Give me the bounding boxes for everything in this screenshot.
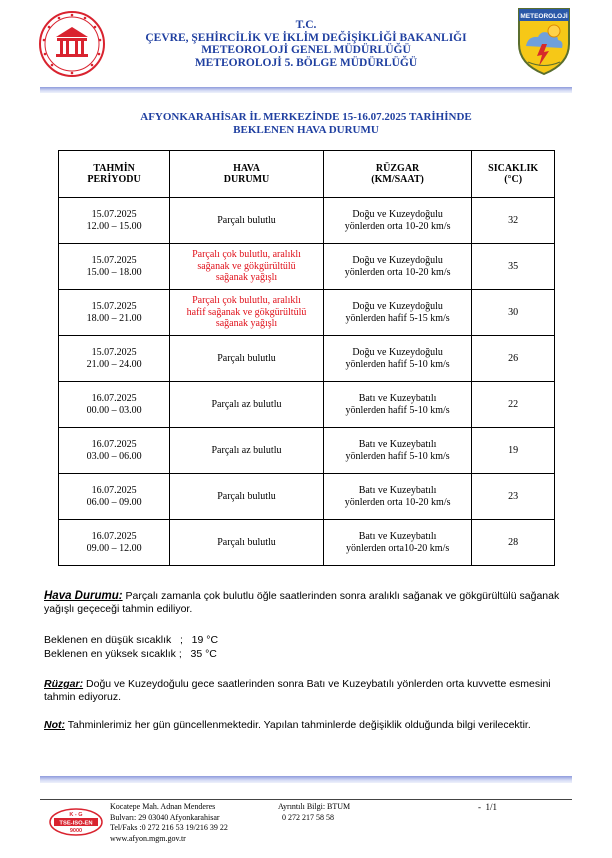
min-temp-line: Beklenen en düşük sıcaklık ; 19 °C [44,634,219,646]
cell-wind: Batı ve Kuzeybatılı yönlerden hafif 5-10 km/s [323,428,471,474]
header-temperature: SICAKLIK (°C) [472,151,555,198]
header-wind: RÜZGAR (KM/SAAT) [323,151,471,198]
cell-temperature: 32 [472,198,555,244]
header-line-4: METEOROLOJİ 5. BÖLGE MÜDÜRLÜĞÜ [194,56,418,69]
weather-summary [44,590,574,615]
header-line-3: METEOROLOJİ GENEL MÜDÜRLÜĞÜ [201,44,411,56]
table-header-row [59,151,555,198]
footer-info [278,802,350,823]
address-line-3: Tel/Faks :0 272 216 53 19/216 39 22 [110,823,228,832]
note-label: Not: [44,719,65,731]
cell-temperature: 26 [472,336,555,382]
cell-weather: Parçalı çok bulutlu, aralıklı sağanak ve gökgürültülü sağanak yağışlı [170,244,324,290]
svg-text:METEOROLOJİ: METEOROLOJİ [520,13,568,20]
footer-address [110,802,228,844]
svg-text:K - G: K - G [69,812,83,818]
cell-weather: Parçalı bulutlu [170,474,324,520]
cell-period: 16.07.2025 03.00 – 06.00 [59,428,170,474]
cell-weather: Parçalı az bulutlu [170,428,324,474]
header-period: TAHMİN PERİYODU [59,151,170,198]
table-row [59,382,555,428]
cell-period: 16.07.2025 00.00 – 03.00 [59,382,170,428]
cell-period: 15.07.2025 18.00 – 21.00 [59,290,170,336]
cell-temperature: 35 [472,244,555,290]
table-row [59,244,555,290]
meteoroloji-logo [516,6,572,76]
cell-weather: Parçalı bulutlu [170,520,324,566]
table-row [59,198,555,244]
cell-weather: Parçalı çok bulutlu, aralıklı hafif sağanak ve gökgürültülü sağanak yağışlı [170,290,324,336]
note-text: Tahminlerimiz her gün güncellenmektedir. Yapılan tahminlerde değişiklik olduğunda bilgi verilecektir. [67,719,531,731]
page-number: - 1/1 [478,802,497,812]
cell-weather: Parçalı bulutlu [170,198,324,244]
forecast-table [58,150,555,566]
cell-period: 15.07.2025 12.00 – 15.00 [59,198,170,244]
address-website: www.afyon.mgm.gov.tr [110,833,186,843]
cell-wind: Batı ve Kuzeybatılı yönlerden orta 10-20 km/s [323,474,471,520]
cell-weather: Parçalı bulutlu [170,336,324,382]
table-row [59,290,555,336]
cell-wind: Doğu ve Kuzeydoğulu yönlerden orta 10-20 km/s [323,198,471,244]
cell-period: 16.07.2025 09.00 – 12.00 [59,520,170,566]
cell-weather: Parçalı az bulutlu [170,382,324,428]
address-line-1: Kocatepe Mah. Adnan Menderes [110,802,216,811]
cell-temperature: 30 [472,290,555,336]
wind-summary [44,678,574,703]
title-line-2: BEKLENEN HAVA DURUMU [233,124,379,136]
address-line-2: Bulvarı: 29 03040 Afyonkarahisar [110,812,220,822]
cell-period: 16.07.2025 06.00 – 09.00 [59,474,170,520]
svg-text:TSE-ISO-EN: TSE-ISO-EN [59,820,93,827]
cell-wind: Batı ve Kuzeybatılı yönlerden hafif 5-10 km/s [323,382,471,428]
header-line-1: T.C. [295,19,317,31]
document-title [90,111,522,137]
ministry-logo [38,10,106,78]
svg-text:9000: 9000 [69,828,83,834]
tse-certification-mark [48,807,104,837]
wind-summary-text: Doğu ve Kuzeydoğulu gece saatlerinden sonra Batı ve Kuzeybatılı yönlerden orta kuvvette esmesini tahmin ediyoruz. [44,678,551,703]
cell-period: 15.07.2025 15.00 – 18.00 [59,244,170,290]
table-row [59,336,555,382]
institution-header [110,19,502,69]
cell-temperature: 22 [472,382,555,428]
cell-period: 15.07.2025 21.00 – 24.00 [59,336,170,382]
cell-wind: Doğu ve Kuzeydoğulu yönlerden orta 10-20 km/s [323,244,471,290]
table-row [59,520,555,566]
cell-temperature: 23 [472,474,555,520]
cell-wind: Doğu ve Kuzeydoğulu yönlerden hafif 5-15 km/s [323,290,471,336]
cell-wind: Doğu ve Kuzeydoğulu yönlerden hafif 5-10 km/s [323,336,471,382]
weather-summary-text: Parçalı zamanla çok bulutlu öğle saatlerinden sonra aralıklı sağanak ve gökgürültülü sağanak yağışlı geçeceği tahmin ediliyor. [44,590,560,615]
footer-divider [40,776,572,783]
header-weather: HAVA DURUMU [170,151,324,198]
cell-temperature: 19 [472,428,555,474]
wind-summary-label: Rüzgar: [44,678,84,690]
max-temp-line: Beklenen en yüksek sıcaklık ; 35 °C [44,648,217,660]
title-line-1: AFYONKARAHİSAR İL MERKEZİNDE 15-16.07.2025 TARİHİNDE [140,111,472,123]
footer-rule [40,799,572,800]
header-divider [40,87,572,93]
note [44,719,574,732]
weather-summary-label: Hava Durumu: [44,590,123,602]
table-row [59,428,555,474]
info-line-1: Ayrıntılı Bilgi: BTUM [278,802,351,811]
table-row [59,474,555,520]
info-line-2: 0 272 217 58 58 [282,812,334,822]
cell-temperature: 28 [472,520,555,566]
header-line-2: ÇEVRE, ŞEHİRCİLİK VE İKLİM DEĞİŞİKLİĞİ BAKANLIĞI [145,31,467,44]
cell-wind: Batı ve Kuzeybatılı yönlerden orta10-20 km/s [323,520,471,566]
